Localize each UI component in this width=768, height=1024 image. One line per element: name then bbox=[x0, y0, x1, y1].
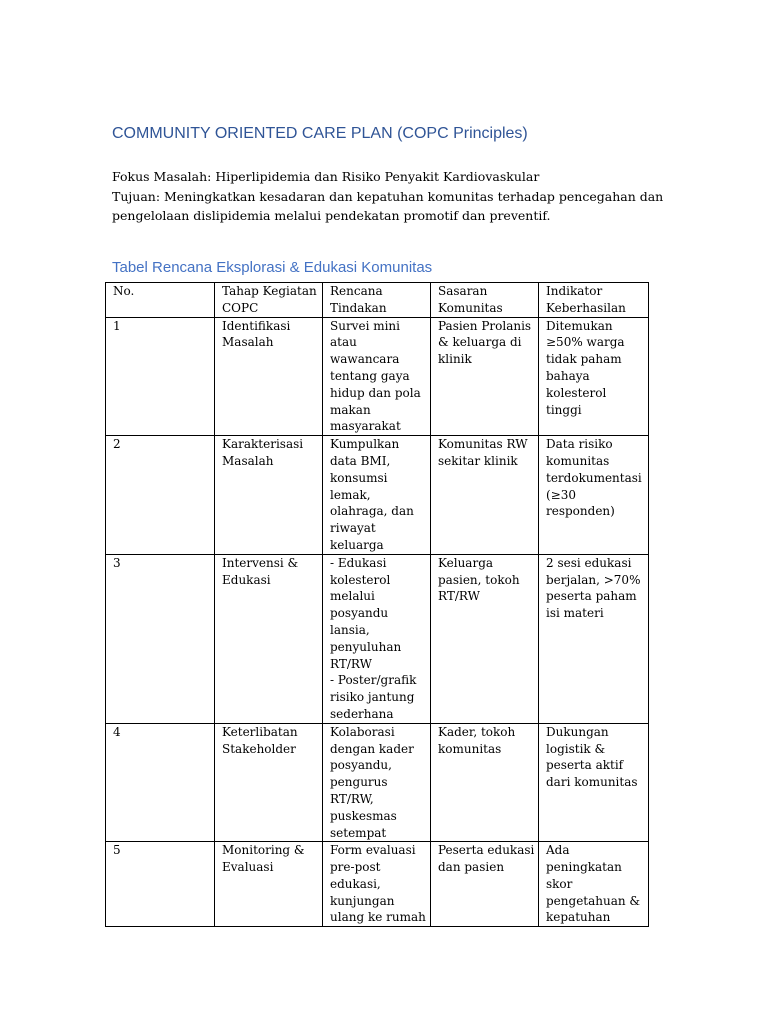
document-title: COMMUNITY ORIENTED CARE PLAN (COPC Principles) bbox=[112, 125, 528, 142]
cell-no: 5 bbox=[106, 842, 215, 927]
cell-stage: Identifikasi Masalah bbox=[215, 317, 323, 436]
cell-action: - Edukasi kolesterol melalui posyandu lansia, penyuluhan RT/RW - Poster/grafik risiko jantung sederhana bbox=[323, 554, 431, 723]
cell-action: Kolaborasi dengan kader posyandu, pengurus RT/RW, puskesmas setempat bbox=[323, 723, 431, 842]
table-row bbox=[106, 842, 649, 927]
table-row bbox=[106, 554, 649, 723]
header-cell-indicator: Indikator Keberhasilan bbox=[539, 283, 649, 318]
table-header-row bbox=[106, 283, 649, 318]
cell-action: Kumpulkan data BMI, konsumsi lemak, olahraga, dan riwayat keluarga bbox=[323, 436, 431, 555]
cell-no: 1 bbox=[106, 317, 215, 436]
cell-target: Komunitas RW sekitar klinik bbox=[431, 436, 539, 555]
care-plan-table bbox=[105, 282, 649, 927]
cell-no: 2 bbox=[106, 436, 215, 555]
cell-target: Kader, tokoh komunitas bbox=[431, 723, 539, 842]
cell-stage: Karakterisasi Masalah bbox=[215, 436, 323, 555]
cell-stage: Intervensi & Edukasi bbox=[215, 554, 323, 723]
cell-target: Peserta edukasi dan pasien bbox=[431, 842, 539, 927]
header-cell-stage: Tahap Kegiatan COPC bbox=[215, 283, 323, 318]
table-row bbox=[106, 317, 649, 436]
cell-indicator: Dukungan logistik & peserta aktif dari komunitas bbox=[539, 723, 649, 842]
cell-indicator: Data risiko komunitas terdokumentasi (≥30 responden) bbox=[539, 436, 649, 555]
cell-target: Pasien Prolanis & keluarga di klinik bbox=[431, 317, 539, 436]
cell-action: Form evaluasi pre-post edukasi, kunjungan ulang ke rumah bbox=[323, 842, 431, 927]
intro-section bbox=[112, 167, 672, 226]
cell-stage: Keterlibatan Stakeholder bbox=[215, 723, 323, 842]
focus-line: Fokus Masalah: Hiperlipidemia dan Risiko Penyakit Kardiovaskular bbox=[112, 169, 540, 184]
cell-action: Survei mini atau wawancara tentang gaya hidup dan pola makan masyarakat bbox=[323, 317, 431, 436]
cell-indicator: 2 sesi edukasi berjalan, >70% peserta paham isi materi bbox=[539, 554, 649, 723]
cell-stage: Monitoring & Evaluasi bbox=[215, 842, 323, 927]
header-cell-no: No. bbox=[106, 283, 215, 318]
header-cell-target: Sasaran Komunitas bbox=[431, 283, 539, 318]
cell-no: 4 bbox=[106, 723, 215, 842]
cell-no: 3 bbox=[106, 554, 215, 723]
cell-indicator: Ada peningkatan skor pengetahuan & kepatuhan bbox=[539, 842, 649, 927]
cell-target: Keluarga pasien, tokoh RT/RW bbox=[431, 554, 539, 723]
header-cell-action: Rencana Tindakan bbox=[323, 283, 431, 318]
table-row bbox=[106, 723, 649, 842]
table-title: Tabel Rencana Eksplorasi & Edukasi Komunitas bbox=[112, 259, 433, 276]
goal-line: Tujuan: Meningkatkan kesadaran dan kepatuhan komunitas terhadap pencegahan dan pengelolaan dislipidemia melalui pendekatan promotif dan preventif. bbox=[112, 188, 664, 223]
table-row bbox=[106, 436, 649, 555]
cell-indicator: Ditemukan ≥50% warga tidak paham bahaya kolesterol tinggi bbox=[539, 317, 649, 436]
